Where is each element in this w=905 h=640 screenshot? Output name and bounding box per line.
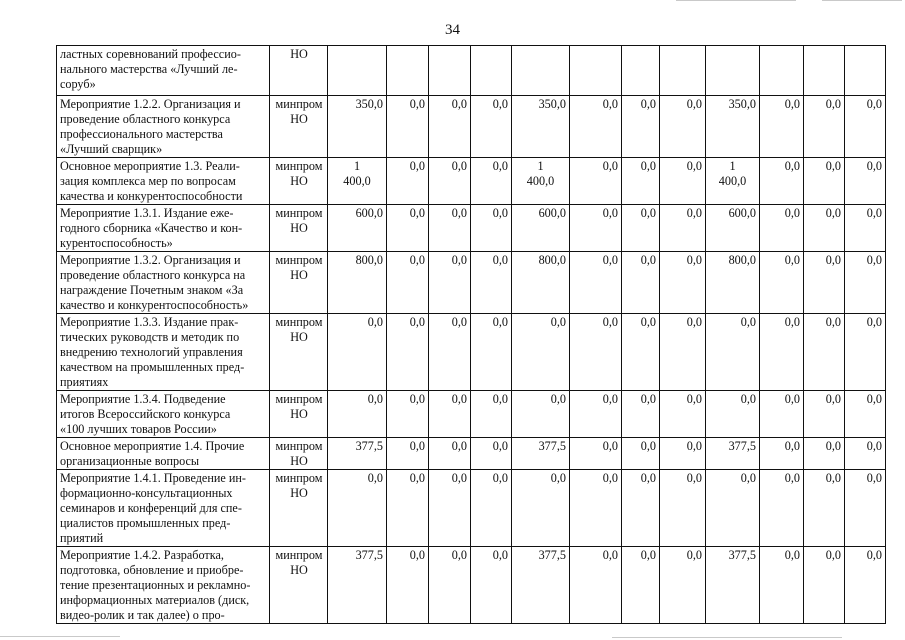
value-cell: 0,0 <box>429 391 471 438</box>
description-line: проведение областного конкурса <box>60 112 231 126</box>
value-cell: 0,0 <box>622 158 660 205</box>
value-cell: 0,0 <box>328 391 387 438</box>
value-cell: 0,0 <box>845 438 886 470</box>
value-cell: 0,0 <box>804 391 845 438</box>
value-cell: 377,5 <box>328 547 387 624</box>
table-row <box>57 438 886 470</box>
responsible-line: НО <box>290 563 308 577</box>
scan-artifact-bottom <box>0 636 120 637</box>
value-cell: 0,0 <box>471 547 512 624</box>
description-line: курентоспособность» <box>60 236 173 250</box>
value-cell: 0,0 <box>845 252 886 314</box>
value-cell <box>429 46 471 96</box>
value-cell <box>660 46 706 96</box>
value-cell: 0,0 <box>387 158 429 205</box>
value-cell: 0,0 <box>429 314 471 391</box>
measure-description-cell <box>57 438 270 470</box>
value-cell: 350,0 <box>328 96 387 158</box>
value-cell: 0,0 <box>471 205 512 252</box>
description-line: приятиях <box>60 375 109 389</box>
value-cell <box>471 46 512 96</box>
description-line: качество и конкурентоспособность» <box>60 298 249 312</box>
value-cell: 600,0 <box>512 205 570 252</box>
value-cell: 0,0 <box>512 314 570 391</box>
responsible-cell <box>270 438 328 470</box>
value-cell: 0,0 <box>845 314 886 391</box>
description-line: проведение областного конкурса на <box>60 268 246 282</box>
value-cell: 0,0 <box>471 391 512 438</box>
table-row <box>57 96 886 158</box>
value-cell: 0,0 <box>760 96 804 158</box>
description-line: Мероприятие 1.4.1. Проведение ин- <box>60 471 246 485</box>
value-cell: 0,0 <box>512 391 570 438</box>
description-line: «Лучший сварщик» <box>60 142 163 156</box>
description-line: видео-ролик и так далее) о про- <box>60 608 225 622</box>
value-cell: 0,0 <box>660 438 706 470</box>
responsible-cell <box>270 252 328 314</box>
responsible-line: минпром <box>275 548 323 562</box>
value-cell: 0,0 <box>804 314 845 391</box>
description-line: «100 лучших товаров России» <box>60 422 217 436</box>
description-line: Мероприятие 1.4.2. Разработка, <box>60 548 224 562</box>
value-cell: 0,0 <box>429 96 471 158</box>
value-cell: 0,0 <box>328 314 387 391</box>
value-cell: 0,0 <box>429 438 471 470</box>
value-cell: 0,0 <box>660 314 706 391</box>
description-line: качества и конкурентоспособности <box>60 189 243 203</box>
description-line: награждение Почетным знаком «За <box>60 283 244 297</box>
value-cell: 0,0 <box>760 252 804 314</box>
responsible-line: НО <box>290 112 308 126</box>
description-line: циалистов промышленных пред- <box>60 516 231 530</box>
responsible-line: минпром <box>275 97 323 111</box>
value-cell: 0,0 <box>804 205 845 252</box>
description-line: тических руководств и методик по <box>60 330 240 344</box>
description-line: нального мастерства «Лучший ле- <box>60 62 238 76</box>
value-cell: 0,0 <box>570 547 622 624</box>
responsible-cell <box>270 96 328 158</box>
value-cell: 0,0 <box>387 438 429 470</box>
value-cell: 0,0 <box>845 205 886 252</box>
responsible-cell <box>270 46 328 96</box>
value-cell: 0,0 <box>570 391 622 438</box>
value-cell: 377,5 <box>706 547 760 624</box>
value-cell: 0,0 <box>804 438 845 470</box>
responsible-line: минпром <box>275 439 323 453</box>
responsible-line: НО <box>290 486 308 500</box>
measure-description-cell <box>57 46 270 96</box>
value-cell: 0,0 <box>760 314 804 391</box>
value-cell: 0,0 <box>622 314 660 391</box>
responsible-line: НО <box>290 174 308 188</box>
description-line: Основное мероприятие 1.3. Реали- <box>60 159 240 173</box>
value-cell: 0,0 <box>429 252 471 314</box>
scan-artifact-bottom-right <box>612 637 842 638</box>
value-cell: 0,0 <box>804 547 845 624</box>
value-cell: 377,5 <box>512 547 570 624</box>
value-cell <box>570 46 622 96</box>
value-cell: 0,0 <box>429 547 471 624</box>
value-cell: 0,0 <box>760 391 804 438</box>
value-cell: 0,0 <box>622 391 660 438</box>
responsible-line: НО <box>290 454 308 468</box>
responsible-cell <box>270 205 328 252</box>
table-row <box>57 252 886 314</box>
value-cell: 0,0 <box>660 252 706 314</box>
value-cell: 0,0 <box>471 438 512 470</box>
value-cell: 1 400,0 <box>706 158 760 205</box>
value-cell: 0,0 <box>387 547 429 624</box>
responsible-line: НО <box>290 407 308 421</box>
measure-description-cell <box>57 252 270 314</box>
value-cell: 0,0 <box>660 96 706 158</box>
value-cell: 0,0 <box>804 158 845 205</box>
description-line: профессионального мастерства <box>60 127 223 141</box>
table-row <box>57 391 886 438</box>
value-cell: 0,0 <box>804 470 845 547</box>
value-cell: 0,0 <box>706 391 760 438</box>
value-cell: 350,0 <box>706 96 760 158</box>
value-cell: 0,0 <box>760 470 804 547</box>
value-cell: 1 400,0 <box>512 158 570 205</box>
program-table <box>56 45 886 624</box>
value-cell: 0,0 <box>429 470 471 547</box>
value-cell: 0,0 <box>660 470 706 547</box>
value-cell: 800,0 <box>512 252 570 314</box>
value-cell: 0,0 <box>706 470 760 547</box>
measure-description-cell <box>57 470 270 547</box>
responsible-line: минпром <box>275 206 323 220</box>
value-cell: 0,0 <box>804 252 845 314</box>
value-cell: 0,0 <box>804 96 845 158</box>
value-cell <box>760 46 804 96</box>
value-cell: 1 400,0 <box>328 158 387 205</box>
responsible-line: минпром <box>275 392 323 406</box>
description-line: семинаров и конференций для спе- <box>60 501 242 515</box>
value-cell: 0,0 <box>387 391 429 438</box>
value-cell: 0,0 <box>845 391 886 438</box>
description-line: формационно-консультационных <box>60 486 233 500</box>
value-cell: 0,0 <box>622 205 660 252</box>
value-cell: 0,0 <box>429 205 471 252</box>
table-row <box>57 158 886 205</box>
description-line: подготовка, обновление и приобре- <box>60 563 244 577</box>
value-cell: 377,5 <box>706 438 760 470</box>
responsible-line: НО <box>290 330 308 344</box>
page-number: 34 <box>445 22 460 38</box>
description-line: Мероприятие 1.3.1. Издание еже- <box>60 206 234 220</box>
description-line: Мероприятие 1.2.2. Организация и <box>60 97 241 111</box>
value-cell: 0,0 <box>845 547 886 624</box>
value-cell: 0,0 <box>760 438 804 470</box>
description-line: внедрению технологий управления <box>60 345 243 359</box>
responsible-cell <box>270 391 328 438</box>
description-line: информационных материалов (диск, <box>60 593 250 607</box>
value-cell: 0,0 <box>845 158 886 205</box>
measure-description-cell <box>57 158 270 205</box>
description-line: организационные вопросы <box>60 454 200 468</box>
value-cell: 0,0 <box>570 252 622 314</box>
value-cell: 0,0 <box>622 96 660 158</box>
value-cell: 0,0 <box>660 547 706 624</box>
value-cell <box>328 46 387 96</box>
table-row <box>57 46 886 96</box>
value-cell: 377,5 <box>512 438 570 470</box>
value-cell: 0,0 <box>760 547 804 624</box>
value-cell: 350,0 <box>512 96 570 158</box>
value-cell: 0,0 <box>570 96 622 158</box>
responsible-line: минпром <box>275 159 323 173</box>
value-cell: 0,0 <box>845 470 886 547</box>
description-line: Основное мероприятие 1.4. Прочие <box>60 439 245 453</box>
description-line: качеством на промышленных пред- <box>60 360 245 374</box>
value-cell: 0,0 <box>570 158 622 205</box>
responsible-line: минпром <box>275 471 323 485</box>
value-cell <box>804 46 845 96</box>
value-cell: 0,0 <box>387 96 429 158</box>
description-line: ластных соревнований профессио- <box>60 47 241 61</box>
value-cell: 0,0 <box>760 205 804 252</box>
value-cell <box>622 46 660 96</box>
value-cell: 0,0 <box>622 470 660 547</box>
description-line: Мероприятие 1.3.2. Организация и <box>60 253 241 267</box>
value-cell: 0,0 <box>387 252 429 314</box>
value-cell: 0,0 <box>660 158 706 205</box>
responsible-line: минпром <box>275 315 323 329</box>
scan-artifact-top-right <box>822 0 902 1</box>
responsible-line: НО <box>290 268 308 282</box>
value-cell: 0,0 <box>570 205 622 252</box>
scan-artifact-top <box>676 0 796 1</box>
responsible-line: НО <box>290 221 308 235</box>
value-cell: 0,0 <box>570 314 622 391</box>
value-cell: 0,0 <box>845 96 886 158</box>
value-cell: 0,0 <box>570 470 622 547</box>
value-cell: 0,0 <box>660 205 706 252</box>
value-cell: 0,0 <box>760 158 804 205</box>
value-cell: 600,0 <box>328 205 387 252</box>
measure-description-cell <box>57 96 270 158</box>
value-cell: 800,0 <box>706 252 760 314</box>
value-cell: 0,0 <box>471 314 512 391</box>
description-line: зация комплекса мер по вопросам <box>60 174 236 188</box>
table-row <box>57 205 886 252</box>
value-cell: 0,0 <box>512 470 570 547</box>
value-cell: 0,0 <box>660 391 706 438</box>
description-line: соруб» <box>60 77 96 91</box>
value-cell: 0,0 <box>471 252 512 314</box>
value-cell: 0,0 <box>387 470 429 547</box>
measure-description-cell <box>57 314 270 391</box>
responsible-cell <box>270 158 328 205</box>
table-row <box>57 314 886 391</box>
responsible-line: НО <box>290 47 308 61</box>
value-cell: 0,0 <box>471 96 512 158</box>
table-row <box>57 470 886 547</box>
value-cell <box>512 46 570 96</box>
value-cell: 0,0 <box>429 158 471 205</box>
measure-description-cell <box>57 547 270 624</box>
value-cell: 0,0 <box>706 314 760 391</box>
value-cell <box>845 46 886 96</box>
measure-description-cell <box>57 205 270 252</box>
value-cell: 0,0 <box>471 158 512 205</box>
value-cell: 0,0 <box>328 470 387 547</box>
value-cell: 0,0 <box>622 438 660 470</box>
value-cell: 377,5 <box>328 438 387 470</box>
description-line: Мероприятие 1.3.4. Подведение <box>60 392 226 406</box>
value-cell: 0,0 <box>570 438 622 470</box>
responsible-cell <box>270 547 328 624</box>
description-line: итогов Всероссийского конкурса <box>60 407 231 421</box>
description-line: годного сборника «Качество и кон- <box>60 221 243 235</box>
responsible-cell <box>270 314 328 391</box>
value-cell <box>387 46 429 96</box>
responsible-cell <box>270 470 328 547</box>
table-row <box>57 547 886 624</box>
value-cell: 0,0 <box>471 470 512 547</box>
description-line: приятий <box>60 531 104 545</box>
description-line: Мероприятие 1.3.3. Издание прак- <box>60 315 239 329</box>
value-cell: 800,0 <box>328 252 387 314</box>
value-cell: 0,0 <box>387 205 429 252</box>
value-cell <box>706 46 760 96</box>
value-cell: 0,0 <box>622 252 660 314</box>
responsible-line: минпром <box>275 253 323 267</box>
measure-description-cell <box>57 391 270 438</box>
description-line: тение презентационных и рекламно- <box>60 578 251 592</box>
table-body <box>57 46 886 624</box>
value-cell: 0,0 <box>387 314 429 391</box>
value-cell: 0,0 <box>622 547 660 624</box>
value-cell: 600,0 <box>706 205 760 252</box>
